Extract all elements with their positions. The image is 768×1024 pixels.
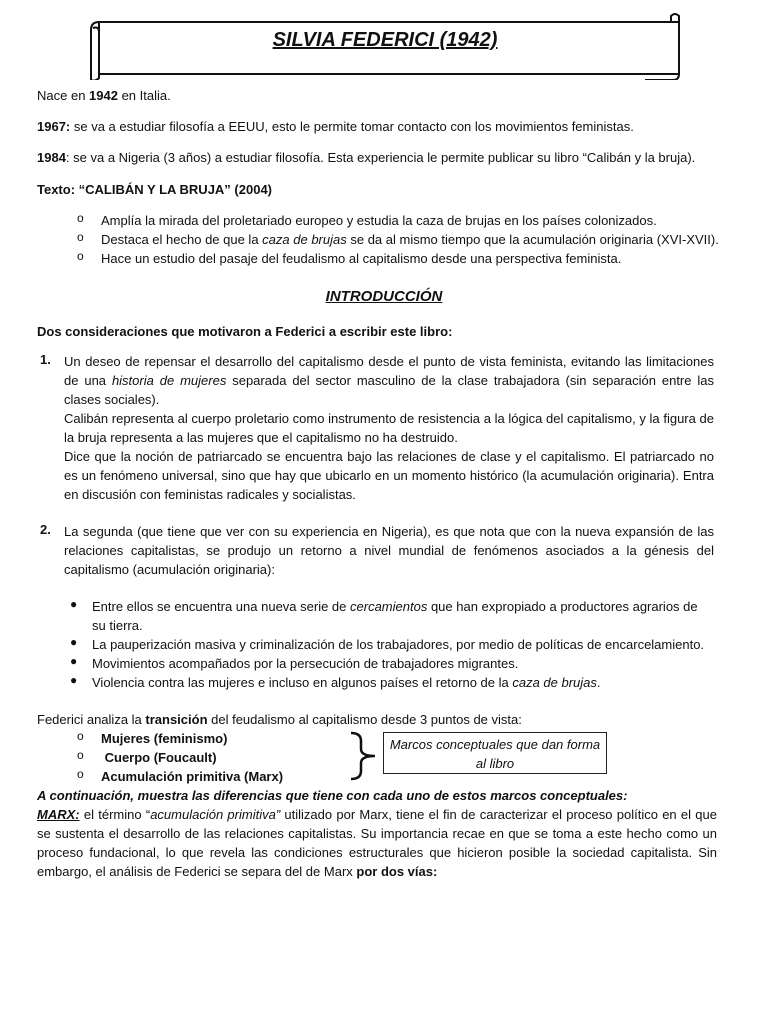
phenomenon-1: Entre ellos se encuentra una nueva serie de cercamientos que han expropiado a productores agrarios de su tierra. [92,599,698,633]
texto-bullet-1: Amplía la mirada del proletariado europeo y estudia la caza de brujas en los países colonizados. [101,213,657,228]
viewpoint-2: Cuerpo (Foucault) [101,750,217,765]
bullet-marker: o [77,249,84,263]
consideration-1-caliban: Calibán representa al cuerpo proletario como instrumento de resistencia a la lógica del capitalismo, y la figura de la bruja representa a las mujeres que el capitalismo no ha destruido. [64,411,714,445]
line-1967: 1967: se va a estudiar filosofía a EEUU, esto le permite tomar contacto con los movimientos feministas. [37,119,634,134]
marx-paragraph: MARX: el término “acumulación primitiva” utilizado por Marx, tiene el fin de caracterizar el proceso político en el que se sustenta el desarrollo de las relaciones capitalistas. Su importancia recae en que se toma a este hecho como un proceso fundacional, lo que revela las condiciones estructurales que hicieron posible la sociedad capitalista. Sin embargo, el análisis de Federici se separa del de Marx por dos vías: [37,807,717,879]
born-line: Nace en 1942 en Italia. [37,88,171,103]
bullet-marker: o [77,729,84,743]
marx-lead: A continuación, muestra las diferencias que tiene con cada uno de estos marcos conceptuales: [37,788,628,803]
bullet-dot-icon: ● [70,635,78,649]
title-banner [85,10,685,80]
transition-line: Federici analiza la transición del feudalismo al capitalismo desde 3 puntos de vista: [37,712,522,727]
viewpoint-1: Mujeres (feminismo) [101,731,228,746]
phenomenon-3: Movimientos acompañados por la persecución de trabajadores migrantes. [92,656,519,671]
bullet-marker: o [77,211,84,225]
texto-bullet-2: Destaca el hecho de que la caza de brujas se da al mismo tiempo que la acumulación originaria (XVI-XVII). [101,232,719,247]
phenomenon-2: La pauperización masiva y criminalización de los trabajadores, por medio de políticas de encarcelamiento. [92,637,705,652]
item-number-1: 1. [40,352,51,367]
page-title: SILVIA FEDERICI (1942) [272,29,498,51]
intro-subheading: Dos consideraciones que motivaron a Federici a escribir este libro: [37,324,453,339]
frameworks-box: Marcos conceptuales que dan forma al libro [383,732,607,774]
marx-label: MARX: [37,807,80,822]
bullet-marker: o [77,767,84,781]
intro-heading: INTRODUCCIÓN [325,288,443,305]
consideration-1-patriarcado: Dice que la noción de patriarcado se encuentra bajo las relaciones de clase y el capitalismo. El patriarcado no es un fenómeno universal, sino que hay que ubicarlo en un momento histórico (la acumulación originaria). Entra en discusión con feministas radicales y socialistas. [64,449,714,502]
viewpoint-3: Acumulación primitiva (Marx) [101,769,284,784]
consideration-1: Un deseo de repensar el desarrollo del capitalismo desde el punto de vista feminista, evitando las limitaciones de una historia de mujeres separada del sector masculino de la clase trabajadora (sin separación entre las clases sociales). [64,354,714,407]
bullet-dot-icon: ● [70,597,78,611]
bullet-marker: o [77,230,84,244]
bullet-marker: o [77,748,84,762]
line-1984: 1984: se va a Nigeria (3 años) a estudiar filosofía. Esta experiencia le permite publicar su libro “Calibán y la bruja). [37,150,696,165]
phenomenon-4: Violencia contra las mujeres e incluso en algunos países el retorno de la caza de brujas. [92,675,601,690]
item-number-2: 2. [40,522,51,537]
consideration-2: La segunda (que tiene que ver con su experiencia en Nigeria), es que nota que con la nueva expansión de las relaciones capitalistas, se produjo un retorno a nivel mundial de fenómenos asociados a la génesis del capitalismo (acumulación originaria): [64,524,714,577]
texto-bullet-3: Hace un estudio del pasaje del feudalismo al capitalismo desde una perspectiva feminista. [101,251,622,266]
bullet-dot-icon: ● [70,654,78,668]
bullet-dot-icon: ● [70,673,78,687]
curly-brace-icon [345,731,381,781]
texto-heading: Texto: “CALIBÁN Y LA BRUJA” (2004) [37,182,272,197]
